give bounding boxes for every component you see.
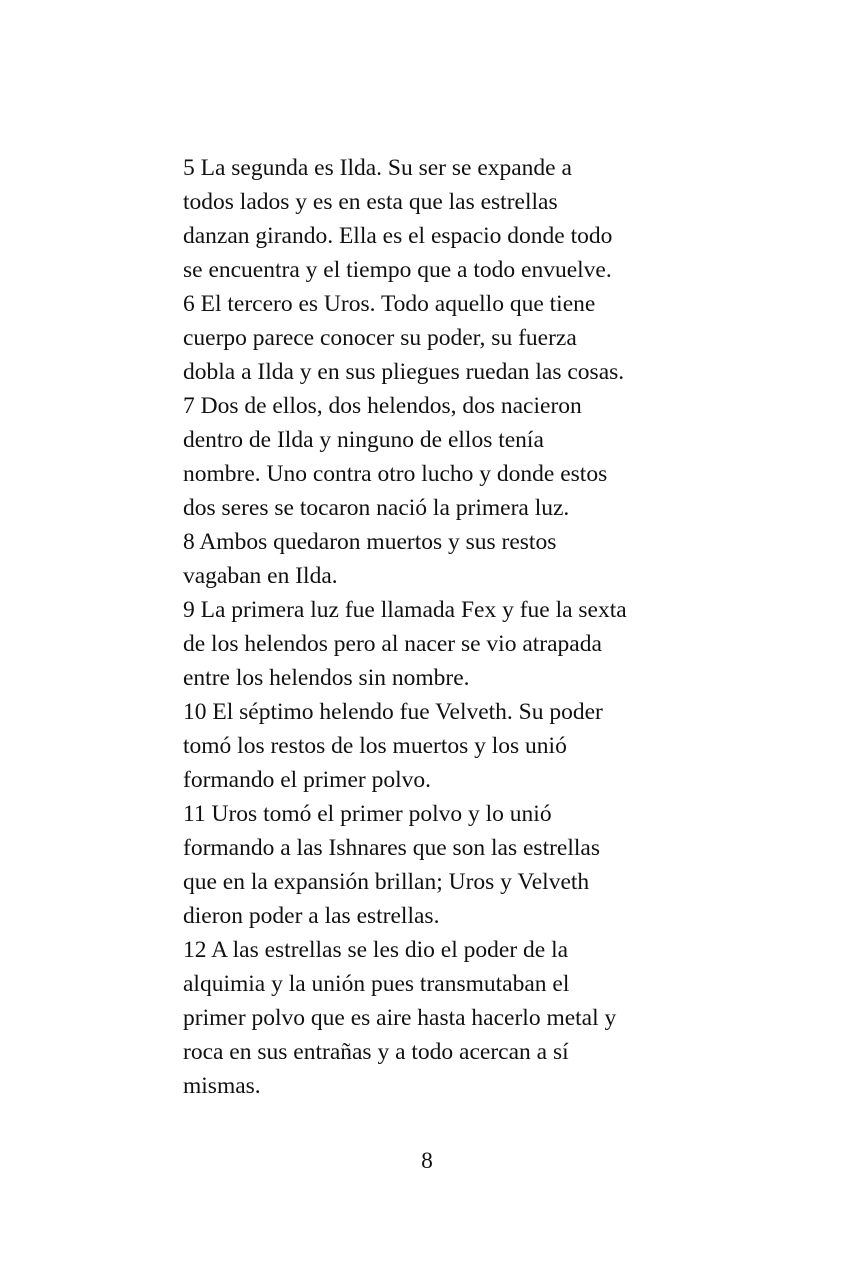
verse-line: 8 Ambos quedaron muertos y sus restos (183, 529, 557, 555)
verse-line: danzan girando. Ella es el espacio donde todo (183, 223, 613, 249)
verse-line: dos seres se tocaron nació la primera luz. (183, 495, 570, 521)
verse-line: dieron poder a las estrellas. (183, 903, 440, 929)
verse-line: alquimia y la unión pues transmutaban el (183, 971, 570, 997)
verse-6 (183, 287, 683, 389)
verse-line: formando a las Ishnares que son las estrellas (183, 835, 600, 861)
verse-line: se encuentra y el tiempo que a todo envuelve. (183, 257, 612, 283)
verse-text-block (183, 151, 683, 1103)
verse-11 (183, 797, 683, 933)
verse-9 (183, 593, 683, 695)
verse-12 (183, 933, 683, 1103)
verse-line: vagaban en Ilda. (183, 563, 338, 589)
verse-line: formando el primer polvo. (183, 767, 431, 793)
verse-7 (183, 389, 683, 525)
page-number: 8 (421, 1148, 433, 1174)
verse-line: todos lados y es en esta que las estrellas (183, 189, 558, 215)
verse-5 (183, 151, 683, 287)
verse-line: mismas. (183, 1073, 261, 1099)
verse-line: que en la expansión brillan; Uros y Velveth (183, 869, 590, 895)
verse-line: 5 La segunda es Ilda. Su ser se expande a (183, 155, 572, 181)
verse-line: roca en sus entrañas y a todo acercan a sí (183, 1039, 569, 1065)
verse-line: nombre. Uno contra otro lucho y donde estos (183, 461, 608, 487)
verse-line: tomó los restos de los muertos y los unió (183, 733, 567, 759)
verse-line: primer polvo que es aire hasta hacerlo metal y (183, 1005, 617, 1031)
verse-line: 10 El séptimo helendo fue Velveth. Su poder (183, 699, 603, 725)
verse-line: 7 Dos de ellos, dos helendos, dos nacieron (183, 393, 582, 419)
verse-10 (183, 695, 683, 797)
verse-line: 9 La primera luz fue llamada Fex y fue la sexta (183, 597, 627, 623)
verse-line: 11 Uros tomó el primer polvo y lo unió (183, 801, 552, 827)
verse-line: 12 A las estrellas se les dio el poder de la (183, 937, 569, 963)
verse-line: 6 El tercero es Uros. Todo aquello que tiene (183, 291, 596, 317)
verse-line: de los helendos pero al nacer se vio atrapada (183, 631, 602, 657)
verse-line: cuerpo parece conocer su poder, su fuerza (183, 325, 577, 351)
verse-line: entre los helendos sin nombre. (183, 665, 470, 691)
verse-8 (183, 525, 683, 593)
verse-line: dentro de Ilda y ninguno de ellos tenía (183, 427, 544, 453)
verse-line: dobla a Ilda y en sus pliegues ruedan las cosas. (183, 359, 625, 385)
